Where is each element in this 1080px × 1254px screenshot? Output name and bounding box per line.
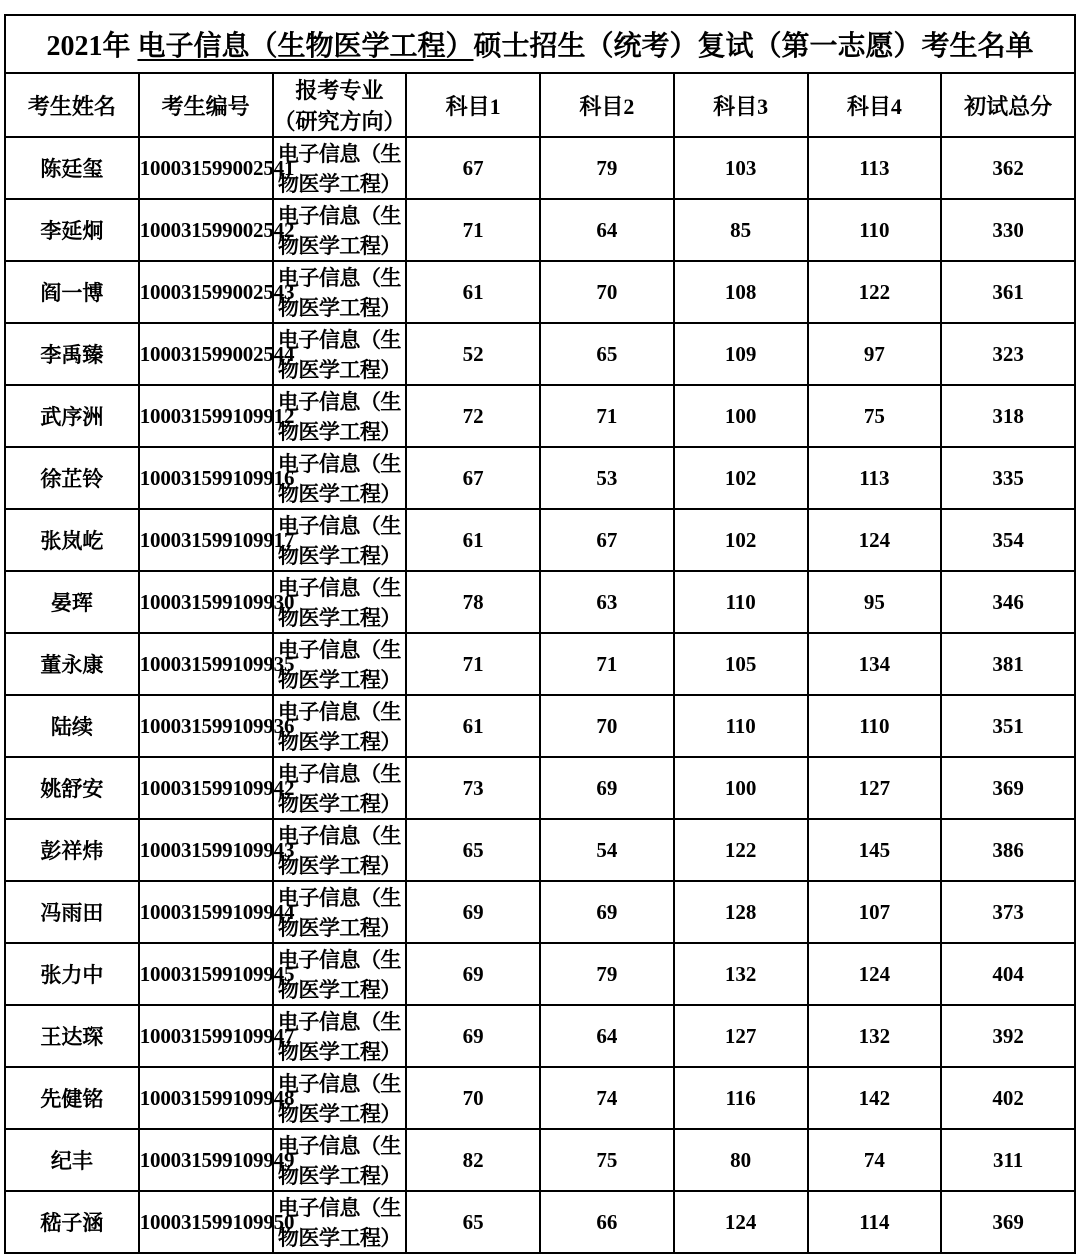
cell-subject2: 67 xyxy=(540,509,674,571)
cell-subject1: 82 xyxy=(406,1129,540,1191)
cell-total: 354 xyxy=(941,509,1075,571)
cell-code: 100031599109917 xyxy=(139,509,273,571)
table-row xyxy=(5,757,1075,819)
cell-total: 386 xyxy=(941,819,1075,881)
cell-total: 335 xyxy=(941,447,1075,509)
header-subject4: 科目4 xyxy=(808,73,942,137)
cell-total: 373 xyxy=(941,881,1075,943)
cell-subject3: 105 xyxy=(674,633,808,695)
cell-name: 武序洲 xyxy=(5,385,139,447)
cell-code: 100031599002541 xyxy=(139,137,273,199)
cell-code: 100031599109936 xyxy=(139,695,273,757)
cell-subject4: 113 xyxy=(808,137,942,199)
cell-code: 100031599109912 xyxy=(139,385,273,447)
header-subject1: 科目1 xyxy=(406,73,540,137)
cell-subject4: 132 xyxy=(808,1005,942,1067)
cell-subject3: 102 xyxy=(674,509,808,571)
cell-subject2: 75 xyxy=(540,1129,674,1191)
cell-subject1: 71 xyxy=(406,633,540,695)
cell-subject3: 122 xyxy=(674,819,808,881)
cell-subject3: 103 xyxy=(674,137,808,199)
table-row xyxy=(5,1191,1075,1253)
cell-code: 100031599109948 xyxy=(139,1067,273,1129)
header-subject2: 科目2 xyxy=(540,73,674,137)
cell-subject2: 79 xyxy=(540,943,674,1005)
cell-subject1: 61 xyxy=(406,695,540,757)
table-row xyxy=(5,1129,1075,1191)
cell-total: 318 xyxy=(941,385,1075,447)
cell-subject4: 110 xyxy=(808,695,942,757)
cell-subject2: 79 xyxy=(540,137,674,199)
table-row xyxy=(5,633,1075,695)
cell-name: 彭祥炜 xyxy=(5,819,139,881)
table-row xyxy=(5,447,1075,509)
title-rest: 硕士招生（统考）复试（第一志愿）考生名单 xyxy=(473,31,1034,62)
cell-name: 王达琛 xyxy=(5,1005,139,1067)
cell-subject1: 61 xyxy=(406,509,540,571)
cell-total: 311 xyxy=(941,1129,1075,1191)
cell-subject3: 132 xyxy=(674,943,808,1005)
cell-code: 100031599109942 xyxy=(139,757,273,819)
cell-subject4: 110 xyxy=(808,199,942,261)
cell-major: 电子信息（生物医学工程） xyxy=(273,509,407,571)
table-row xyxy=(5,1067,1075,1129)
cell-code: 100031599109944 xyxy=(139,881,273,943)
title-row xyxy=(5,15,1075,73)
cell-subject2: 54 xyxy=(540,819,674,881)
cell-subject1: 69 xyxy=(406,943,540,1005)
header-subject3: 科目3 xyxy=(674,73,808,137)
cell-code: 100031599109950 xyxy=(139,1191,273,1253)
cell-subject2: 64 xyxy=(540,199,674,261)
cell-name: 纪丰 xyxy=(5,1129,139,1191)
cell-major: 电子信息（生物医学工程） xyxy=(273,447,407,509)
table-row xyxy=(5,943,1075,1005)
cell-code: 100031599109935 xyxy=(139,633,273,695)
cell-name: 晏珲 xyxy=(5,571,139,633)
cell-subject3: 110 xyxy=(674,695,808,757)
cell-major: 电子信息（生物医学工程） xyxy=(273,943,407,1005)
cell-subject4: 113 xyxy=(808,447,942,509)
table-row xyxy=(5,571,1075,633)
cell-name: 李延炯 xyxy=(5,199,139,261)
cell-name: 张岚屹 xyxy=(5,509,139,571)
cell-code: 100031599109949 xyxy=(139,1129,273,1191)
cell-major: 电子信息（生物医学工程） xyxy=(273,1191,407,1253)
cell-subject1: 78 xyxy=(406,571,540,633)
cell-subject2: 63 xyxy=(540,571,674,633)
cell-subject2: 53 xyxy=(540,447,674,509)
cell-subject1: 67 xyxy=(406,137,540,199)
cell-subject4: 107 xyxy=(808,881,942,943)
cell-subject3: 102 xyxy=(674,447,808,509)
header-total: 初试总分 xyxy=(941,73,1075,137)
cell-name: 李禹臻 xyxy=(5,323,139,385)
header-major: 报考专业（研究方向） xyxy=(273,73,407,137)
cell-code: 100031599002543 xyxy=(139,261,273,323)
cell-subject4: 95 xyxy=(808,571,942,633)
table-row xyxy=(5,323,1075,385)
cell-subject1: 71 xyxy=(406,199,540,261)
cell-subject4: 124 xyxy=(808,509,942,571)
cell-major: 电子信息（生物医学工程） xyxy=(273,137,407,199)
cell-total: 362 xyxy=(941,137,1075,199)
cell-subject4: 124 xyxy=(808,943,942,1005)
cell-total: 404 xyxy=(941,943,1075,1005)
cell-subject1: 72 xyxy=(406,385,540,447)
cell-code: 100031599109945 xyxy=(139,943,273,1005)
header-name: 考生姓名 xyxy=(5,73,139,137)
cell-total: 346 xyxy=(941,571,1075,633)
cell-major: 电子信息（生物医学工程） xyxy=(273,881,407,943)
cell-subject3: 127 xyxy=(674,1005,808,1067)
cell-subject2: 69 xyxy=(540,757,674,819)
cell-major: 电子信息（生物医学工程） xyxy=(273,633,407,695)
table-row xyxy=(5,199,1075,261)
cell-total: 381 xyxy=(941,633,1075,695)
cell-major: 电子信息（生物医学工程） xyxy=(273,385,407,447)
cell-subject1: 69 xyxy=(406,881,540,943)
table-row xyxy=(5,1005,1075,1067)
cell-subject2: 66 xyxy=(540,1191,674,1253)
cell-name: 陈廷玺 xyxy=(5,137,139,199)
cell-subject1: 65 xyxy=(406,1191,540,1253)
cell-code: 100031599109930 xyxy=(139,571,273,633)
cell-subject4: 145 xyxy=(808,819,942,881)
title-year: 2021年 xyxy=(46,31,138,62)
cell-name: 董永康 xyxy=(5,633,139,695)
cell-subject3: 110 xyxy=(674,571,808,633)
cell-major: 电子信息（生物医学工程） xyxy=(273,261,407,323)
cell-name: 徐芷铃 xyxy=(5,447,139,509)
cell-subject3: 85 xyxy=(674,199,808,261)
cell-name: 先健铭 xyxy=(5,1067,139,1129)
cell-major: 电子信息（生物医学工程） xyxy=(273,695,407,757)
cell-subject4: 75 xyxy=(808,385,942,447)
cell-name: 陆续 xyxy=(5,695,139,757)
cell-subject3: 108 xyxy=(674,261,808,323)
cell-subject2: 64 xyxy=(540,1005,674,1067)
cell-subject2: 65 xyxy=(540,323,674,385)
cell-subject2: 70 xyxy=(540,261,674,323)
cell-subject3: 100 xyxy=(674,757,808,819)
cell-subject1: 70 xyxy=(406,1067,540,1129)
cell-subject4: 97 xyxy=(808,323,942,385)
document-title xyxy=(5,15,1075,73)
table-row xyxy=(5,385,1075,447)
cell-subject4: 134 xyxy=(808,633,942,695)
cell-major: 电子信息（生物医学工程） xyxy=(273,199,407,261)
cell-total: 361 xyxy=(941,261,1075,323)
cell-code: 100031599002544 xyxy=(139,323,273,385)
cell-total: 392 xyxy=(941,1005,1075,1067)
cell-subject4: 122 xyxy=(808,261,942,323)
cell-subject3: 124 xyxy=(674,1191,808,1253)
cell-total: 369 xyxy=(941,1191,1075,1253)
cell-subject4: 127 xyxy=(808,757,942,819)
table-row xyxy=(5,509,1075,571)
cell-major: 电子信息（生物医学工程） xyxy=(273,819,407,881)
table-header xyxy=(5,15,1075,137)
cell-name: 姚舒安 xyxy=(5,757,139,819)
cell-total: 323 xyxy=(941,323,1075,385)
cell-name: 阎一博 xyxy=(5,261,139,323)
cell-major: 电子信息（生物医学工程） xyxy=(273,757,407,819)
cell-subject1: 52 xyxy=(406,323,540,385)
cell-subject2: 71 xyxy=(540,633,674,695)
cell-subject3: 100 xyxy=(674,385,808,447)
table-body xyxy=(5,137,1075,1253)
cell-code: 100031599109947 xyxy=(139,1005,273,1067)
cell-subject2: 70 xyxy=(540,695,674,757)
cell-major: 电子信息（生物医学工程） xyxy=(273,1005,407,1067)
cell-code: 100031599109943 xyxy=(139,819,273,881)
cell-subject2: 74 xyxy=(540,1067,674,1129)
cell-total: 402 xyxy=(941,1067,1075,1129)
cell-subject2: 69 xyxy=(540,881,674,943)
cell-name: 张力中 xyxy=(5,943,139,1005)
cell-total: 330 xyxy=(941,199,1075,261)
cell-subject3: 116 xyxy=(674,1067,808,1129)
table-row xyxy=(5,261,1075,323)
cell-total: 369 xyxy=(941,757,1075,819)
cell-major: 电子信息（生物医学工程） xyxy=(273,571,407,633)
cell-subject1: 73 xyxy=(406,757,540,819)
cell-major: 电子信息（生物医学工程） xyxy=(273,323,407,385)
cell-total: 351 xyxy=(941,695,1075,757)
cell-subject1: 65 xyxy=(406,819,540,881)
column-header-row xyxy=(5,73,1075,137)
cell-code: 100031599002542 xyxy=(139,199,273,261)
cell-name: 嵇子涵 xyxy=(5,1191,139,1253)
cell-subject4: 114 xyxy=(808,1191,942,1253)
cell-name: 冯雨田 xyxy=(5,881,139,943)
cell-subject4: 142 xyxy=(808,1067,942,1129)
cell-subject1: 69 xyxy=(406,1005,540,1067)
title-major: 电子信息（生物医学工程） xyxy=(137,31,474,62)
table-row xyxy=(5,819,1075,881)
table-row xyxy=(5,695,1075,757)
cell-subject4: 74 xyxy=(808,1129,942,1191)
cell-subject1: 61 xyxy=(406,261,540,323)
cell-subject3: 109 xyxy=(674,323,808,385)
table-row xyxy=(5,137,1075,199)
header-code: 考生编号 xyxy=(139,73,273,137)
cell-subject1: 67 xyxy=(406,447,540,509)
cell-code: 100031599109916 xyxy=(139,447,273,509)
cell-major: 电子信息（生物医学工程） xyxy=(273,1129,407,1191)
cell-subject3: 128 xyxy=(674,881,808,943)
table-row xyxy=(5,881,1075,943)
cell-major: 电子信息（生物医学工程） xyxy=(273,1067,407,1129)
candidate-list-table xyxy=(4,14,1076,1254)
cell-subject2: 71 xyxy=(540,385,674,447)
cell-subject3: 80 xyxy=(674,1129,808,1191)
